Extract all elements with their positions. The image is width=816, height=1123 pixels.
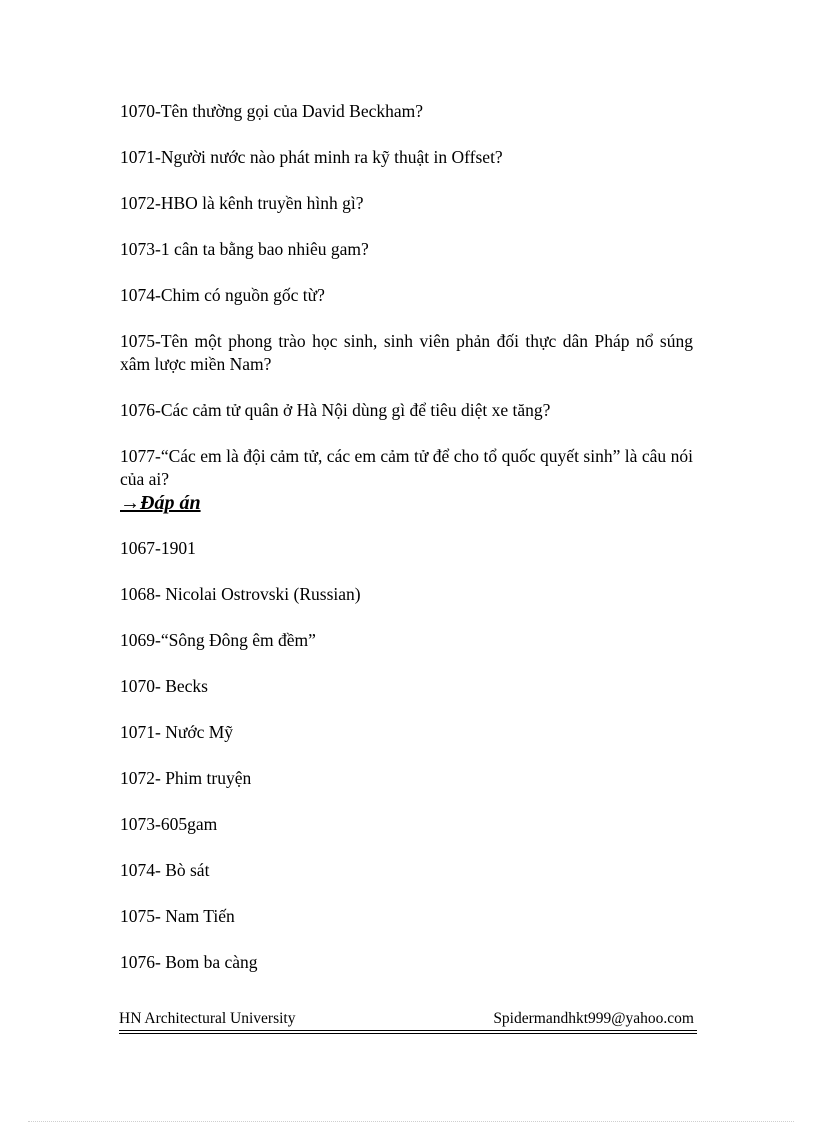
answer-1070: 1070- Becks (120, 676, 208, 696)
question-1071: 1071-Người nước nào phát minh ra kỹ thuật in Offset? (120, 147, 503, 167)
answer-1068: 1068- Nicolai Ostrovski (Russian) (120, 584, 361, 604)
question-1074: 1074-Chim có nguồn gốc từ? (120, 285, 325, 305)
answer-1069: 1069-“Sông Đông êm đềm” (120, 630, 316, 650)
answers-heading: →Đáp án (120, 492, 201, 514)
footer-row (119, 1010, 697, 1030)
footer-email: Spidermandhkt999@yahoo.com (493, 1010, 694, 1027)
question-1076: 1076-Các cảm tử quân ở Hà Nội dùng gì để tiêu diệt xe tăng? (120, 400, 551, 420)
question-1075: 1075-Tên một phong trào học sinh, sinh viên phản đối thực dân Pháp nổ súng xâm lược miền Nam? (120, 331, 693, 374)
question-1077: 1077-“Các em là đội cảm tử, các em cảm tử để cho tổ quốc quyết sinh” là câu nói của ai? (120, 446, 693, 489)
question-1072: 1072-HBO là kênh truyền hình gì? (120, 193, 364, 213)
page-edge-divider (28, 1121, 794, 1122)
footer-double-rule (119, 1030, 697, 1034)
answer-1072: 1072- Phim truyện (120, 768, 252, 788)
answer-1075: 1075- Nam Tiến (120, 906, 235, 926)
question-1070: 1070-Tên thường gọi của David Beckham? (120, 101, 424, 121)
question-1073: 1073-1 cân ta bằng bao nhiêu gam? (120, 239, 369, 259)
page-footer (119, 1010, 697, 1034)
footer-university: HN Architectural University (119, 1010, 296, 1027)
answer-1074: 1074- Bò sát (120, 860, 210, 880)
page-content (120, 100, 693, 997)
answer-1067: 1067-1901 (120, 538, 196, 558)
answer-1071: 1071- Nước Mỹ (120, 722, 234, 742)
answer-1076: 1076- Bom ba càng (120, 952, 258, 972)
answer-1073: 1073-605gam (120, 814, 218, 834)
